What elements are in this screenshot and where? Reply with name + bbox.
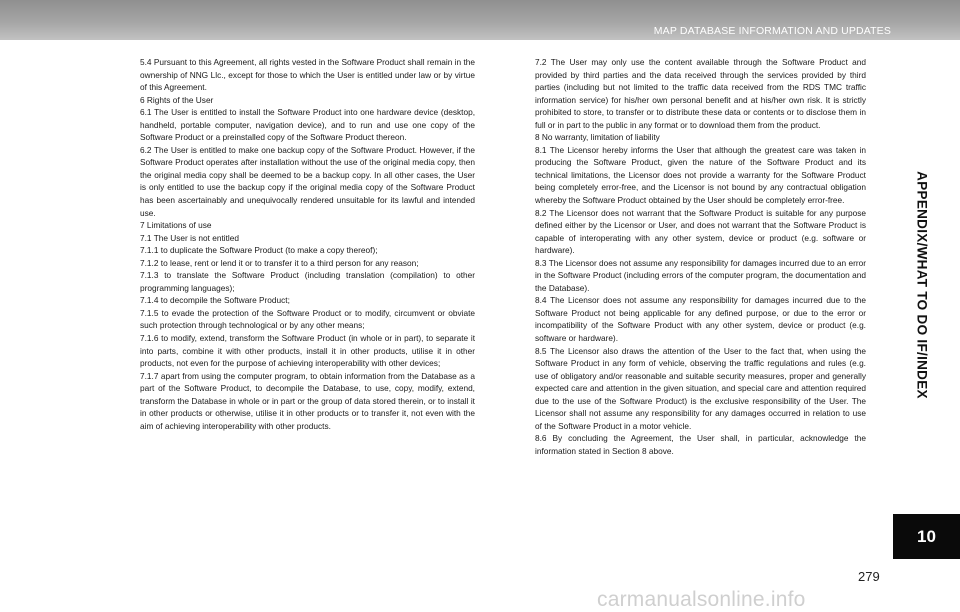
chapter-side-label: APPENDIX/WHAT TO DO IF/INDEX xyxy=(914,171,930,399)
paragraph: 8 No warranty, limitation of liability xyxy=(535,132,660,143)
paragraph: 5.4 Pursuant to this Agreement, all rights vested in the Software Product shall remain in the ownership of NNG Llc., except for those to which the User is entitled under law or by virtue of this Agreement. xyxy=(140,57,475,93)
section-title: MAP DATABASE INFORMATION AND UPDATES xyxy=(653,25,891,37)
paragraph: 7.1.1 to duplicate the Software Product (to make a copy thereof); xyxy=(140,245,378,256)
paragraph: 7.1.4 to decompile the Software Product; xyxy=(140,295,290,306)
paragraph: 7.2 The User may only use the content available through the Software Product and provided by third parties and the data received through the services provided by third parties (including but not limited to the traffic data received from the RDS TMC traffic information service) for his/her own personal benefit and at his/her own risk. It is strictly prohibited to store, to transfer or to distribute these data or contents or to disclose them in full or in part to the public in any format or to download them from the product. xyxy=(535,57,866,130)
left-text-column xyxy=(140,56,475,432)
paragraph: 7.1.5 to evade the protection of the Software Product or to modify, circumvent or obviate such protection through technological or by any other means; xyxy=(140,307,475,331)
paragraph: 8.2 The Licensor does not warrant that the Software Product is suitable for any purpose defined either by the Licensor or User, and does not warrant that the Software Product is capable of interoperating with any other system, device or product (e.g. software or hardware). xyxy=(535,207,866,256)
paragraph: 8.6 By concluding the Agreement, the User shall, in particular, acknowledge the information stated in Section 8 above. xyxy=(535,433,866,456)
right-text-column xyxy=(535,56,866,458)
watermark-text: carmanualsonline.info xyxy=(597,588,806,611)
paragraph: 7.1.7 apart from using the computer program, to obtain information from the Database as a part of the Software Product, to decompile the Database, to use, copy, modify, extend, transform the Database in whole or in part or the group of data stored therein, or to install it in other products or otherwise, utilise it in other products or to transfer it, not even with the aim of achieving interoperability with other products. xyxy=(140,370,475,431)
paragraph: 8.1 The Licensor hereby informs the User that although the greatest care was taken in producing the Software Product, given the nature of the Software Product and its technical limitations, the Licensor does not provide a warranty for the Software Product being completely error-free, and the Licensor is not bound by any contractual obligation whereby the Software Product obtained by the User should be completely error-free. xyxy=(535,144,866,206)
page-number: 279 xyxy=(858,569,880,584)
paragraph: 7.1.3 to translate the Software Product (including translation (compilation) to other programming languages); xyxy=(140,270,475,293)
paragraph: 6.2 The User is entitled to make one backup copy of the Software Product. However, if the Software Product operates after installation without the use of the original media copy, then the original media copy shall be deemed to be a backup copy. In all other cases, the User is only entitled to use the backup copy if the original media copy of the Software Product has been ascertainably and unequivocally rendered unsuitable for its lawful and intended use. xyxy=(140,144,475,218)
paragraph: 7.1.2 to lease, rent or lend it or to transfer it to a third person for any reason; xyxy=(140,257,419,268)
paragraph: 8.5 The Licensor also draws the attention of the User to the fact that, when using the Software Product in any form of vehicle, observing the traffic regulations and rules (e.g. use of obligatory and/or reasonable and suitable security measures, proper and generally expected care and attention in the given situation, and special care and attention required due to the use of the Software Product) is the exclusive responsibility of the User. The Licensor shall not assume any responsibility for any damages occurred in relation to use of the Software Product in a motor vehicle. xyxy=(535,345,866,431)
paragraph: 6.1 The User is entitled to install the Software Product into one hardware device (desktop, handheld, portable computer, navigation device), and to run and use one copy of the Software Product or a preinstalled copy of the Software Product thereon. xyxy=(140,107,475,143)
paragraph: 8.3 The Licensor does not assume any responsibility for damages incurred due to an error in the Software Product (including errors of the computer program, the documentation and the Database). xyxy=(535,257,866,293)
paragraph: 7.1 The User is not entitled xyxy=(140,232,240,243)
paragraph: 6 Rights of the User xyxy=(140,94,214,105)
paragraph: 8.4 The Licensor does not assume any responsibility for damages incurred due to the Software Product not being applicable for any defined purpose, or due to the error or incompatibility of the Software Product with any other system, device or product (e.g. software or hardware). xyxy=(535,295,866,344)
paragraph: 7 Limitations of use xyxy=(140,220,212,231)
chapter-number: 10 xyxy=(917,526,936,546)
header-bar xyxy=(0,0,960,40)
chapter-number-badge xyxy=(893,514,960,559)
paragraph: 7.1.6 to modify, extend, transform the Software Product (in whole or in part), to separate it into parts, combine it with other products, install it in other products, utilise it in other products, not even for the purpose of achieving interoperability with other devices; xyxy=(140,333,475,369)
